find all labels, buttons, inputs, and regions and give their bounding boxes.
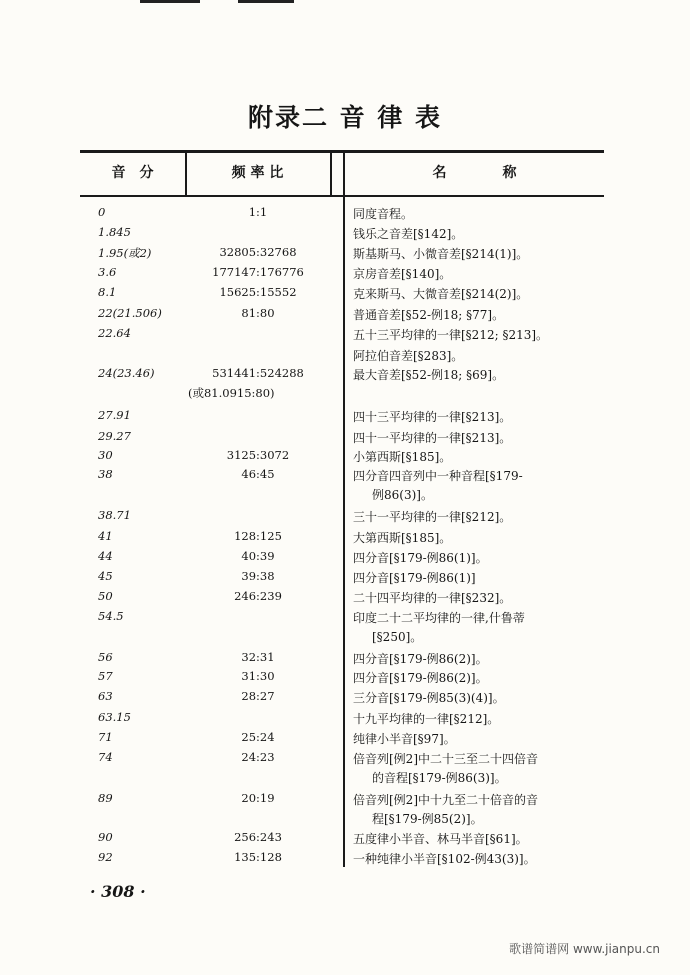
table-row — [80, 750, 604, 790]
name-cell: 纯律小半音[§97]。 — [353, 732, 456, 746]
column-divider-2 — [330, 150, 332, 196]
cents-cell: 29.27 — [98, 429, 131, 443]
table-row — [80, 791, 604, 831]
name-cell-continued: [§250]。 — [372, 630, 423, 644]
cents-cell: 1.845 — [98, 225, 131, 239]
name-cell: 阿拉伯音差[§283]。 — [353, 349, 464, 363]
ratio-cell: 46:45 — [241, 467, 275, 481]
name-cell-continued: 例86(3)]。 — [372, 488, 433, 502]
ratio-cell: 531441:524288 — [212, 366, 304, 380]
cents-cell: 22.64 — [98, 326, 131, 340]
cents-cell: 41 — [98, 529, 113, 543]
name-cell: 小第西斯[§185]。 — [353, 450, 452, 464]
cents-cell: 22(21.506) — [98, 306, 162, 320]
name-cell: 同度音程。 — [353, 207, 414, 221]
name-cell-continued: 程[§179-例85(2)]。 — [372, 812, 483, 826]
ratio-cell: 246:239 — [234, 589, 282, 603]
name-cell: 钱乐之音差[§142]。 — [353, 227, 464, 241]
table-row — [80, 467, 604, 507]
name-cell: 四十三平均律的一律[§213]。 — [353, 410, 512, 424]
cents-cell: 0 — [98, 205, 106, 219]
table-row — [80, 366, 604, 406]
top-rule-left — [140, 0, 200, 3]
cents-cell: 71 — [98, 730, 113, 744]
header-cents: 音 分 — [111, 165, 154, 181]
header-ratio: 频 率 比 — [231, 165, 284, 181]
name-cell: 三分音[§179-例85(3)(4)]。 — [353, 691, 505, 705]
name-cell: 五十三平均律的一律[§212; §213]。 — [353, 328, 549, 342]
ratio-cell: 15625:15552 — [219, 285, 297, 299]
cents-cell: 89 — [98, 791, 113, 805]
top-rule-right — [238, 0, 294, 3]
ratio-cell: 31:30 — [241, 669, 275, 683]
name-cell: 四分音[§179-例86(2)]。 — [353, 652, 488, 666]
name-cell: 四十一平均律的一律[§213]。 — [353, 431, 512, 445]
cents-cell: 44 — [98, 549, 113, 563]
ratio-cell: 256:243 — [234, 830, 282, 844]
cents-cell: 8.1 — [98, 285, 117, 299]
header-name: 名 称 — [432, 165, 517, 181]
cents-cell: 63.15 — [98, 710, 131, 724]
name-cell: 十九平均律的一律[§212]。 — [353, 712, 500, 726]
name-cell: 四分音[§179-例86(1)]。 — [353, 551, 488, 565]
ratio-cell: 81:80 — [241, 306, 275, 320]
ratio-cell: 3125:3072 — [226, 448, 290, 462]
cents-cell: 63 — [98, 689, 113, 703]
name-cell: 五度律小半音、林马半音[§61]。 — [353, 832, 528, 846]
tuning-table — [80, 150, 604, 867]
cents-cell: 56 — [98, 650, 113, 664]
cents-cell: 90 — [98, 830, 113, 844]
cents-cell: 50 — [98, 589, 113, 603]
name-cell: 二十四平均律的一律[§232]。 — [353, 591, 512, 605]
name-cell: 倍音列[例2]中十九至二十倍音的音 — [353, 793, 538, 807]
ratio-cell: 128:125 — [234, 529, 282, 543]
ratio-cell-continued: (或81.0915:80) — [188, 386, 275, 400]
name-cell-continued: 的音程[§179-例86(3)]。 — [372, 771, 507, 785]
name-cell: 倍音列[例2]中二十三至二十四倍音 — [353, 752, 538, 766]
cents-cell: 3.6 — [98, 265, 117, 279]
name-cell: 克来斯马、大微音差[§214(2)]。 — [353, 287, 529, 301]
ratio-cell: 28:27 — [241, 689, 275, 703]
name-cell: 四分音[§179-例86(2)]。 — [353, 671, 488, 685]
name-cell: 四分音四音列中一种音程[§179- — [353, 469, 523, 483]
ratio-cell: 25:24 — [241, 730, 275, 744]
name-cell: 四分音[§179-例86(1)] — [353, 571, 476, 585]
ratio-cell: 32:31 — [241, 650, 275, 664]
cents-cell: 24(23.46) — [98, 366, 155, 380]
ratio-cell: 1:1 — [248, 205, 268, 219]
name-cell: 三十一平均律的一律[§212]。 — [353, 510, 512, 524]
page-title: 附录二 音 律 表 — [247, 103, 443, 132]
name-cell: 斯基斯马、小微音差[§214(1)]。 — [353, 247, 529, 261]
ratio-cell: 40:39 — [241, 549, 275, 563]
cents-cell: 38.71 — [98, 508, 131, 522]
watermark: 歌谱简谱网 www.jianpu.cn — [509, 942, 660, 956]
cents-cell: 38 — [98, 467, 113, 481]
cents-cell: 45 — [98, 569, 113, 583]
cents-cell: 74 — [98, 750, 113, 764]
ratio-cell: 20:19 — [241, 791, 275, 805]
ratio-cell: 135:128 — [234, 850, 282, 864]
ratio-cell: 177147:176776 — [212, 265, 304, 279]
table-row — [80, 609, 604, 649]
cents-cell: 57 — [98, 669, 113, 683]
name-cell: 一种纯律小半音[§102-例43(3)]。 — [353, 852, 536, 866]
ratio-cell: 39:38 — [241, 569, 275, 583]
name-cell: 印度二十二平均律的一律,什鲁蒂 — [353, 611, 525, 625]
cents-cell: 54.5 — [98, 609, 124, 623]
table-row — [80, 850, 604, 890]
ratio-cell: 24:23 — [241, 750, 275, 764]
name-cell: 大第西斯[§185]。 — [353, 531, 452, 545]
cents-cell: 30 — [98, 448, 113, 462]
page-number: · 308 · — [90, 882, 146, 901]
name-cell: 普通音差[§52-例18; §77]。 — [353, 308, 505, 322]
cents-cell: 92 — [98, 850, 113, 864]
name-cell: 最大音差[§52-例18; §69]。 — [353, 368, 505, 382]
ratio-cell: 32805:32768 — [219, 245, 297, 259]
cents-cell: 27.91 — [98, 408, 131, 422]
cents-cell: 1.95(或2) — [98, 246, 152, 260]
name-cell: 京房音差[§140]。 — [353, 267, 452, 281]
